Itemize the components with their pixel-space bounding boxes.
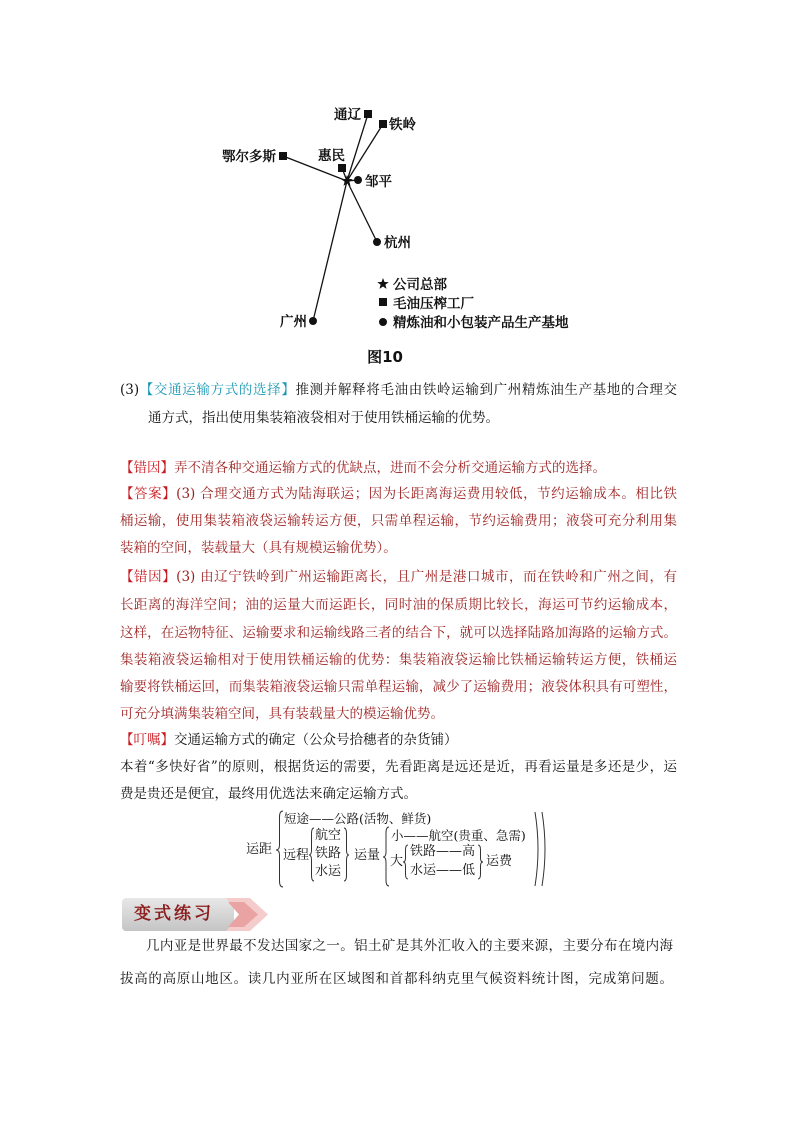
error-cause-2-text-5: 输要将铁桶运回，而集装箱液袋运输只需单程运输，减少了运输费用；液袋体积具有可塑性， — [120, 679, 677, 695]
node-label-tongliao: 通辽 — [334, 107, 361, 123]
error-cause-2-text-3: 这样，在运物特征、运输要求和运输线路三者的结合下，就可以选择陆路加海路的运输方式。 — [120, 625, 677, 641]
error-cause-2-text-6: 可充分填满集装箱空间，具有装载量大的模运输优势。 — [120, 706, 444, 722]
error-cause-1-text: 弄不清各种交通运输方式的优缺点，进而不会分析交通运输方式的选择。 — [174, 460, 606, 476]
large-volume-close-brace — [478, 845, 483, 879]
tieling-square-icon — [379, 120, 387, 128]
error-cause-2-text-1: (3) 由辽宁铁岭到广州运输距离长，且广州是港口城市，而在铁岭和广州之间，有 — [176, 569, 677, 585]
question-text-1: 推测并解释将毛油由铁岭运输到广州精炼油生产基地的合理交 — [295, 382, 678, 398]
node-label-eerduosi: 鄂尔多斯 — [222, 149, 276, 165]
closing-paren-outer — [542, 812, 545, 886]
route-line-tongliao — [347, 114, 368, 181]
banner-chevron-icon — [226, 898, 270, 931]
reminder-title: 交通运输方式的确定（公众号拾穗者的杂货铺） — [174, 732, 458, 748]
large-mode-rail: 铁路——高 — [410, 844, 476, 859]
practice-banner — [122, 898, 234, 931]
hangzhou-circle-icon — [373, 238, 381, 246]
answer-line-2 — [120, 511, 677, 531]
node-label-hangzhou: 杭州 — [384, 235, 411, 251]
long-distance-modes-close-brace — [344, 828, 349, 881]
reminder-text-2: 费是贵还是便宜，最终用优选法来确定运输方式。 — [120, 786, 417, 802]
reminder-line-1 — [120, 757, 677, 777]
error-cause-2-line-4 — [120, 650, 677, 670]
node-label-huimin: 惠民 — [318, 148, 345, 164]
answer-text-2: 桶运输，使用集装箱液袋运输转运方便，只需单程运输，节约运输费用；液袋可充分利用集 — [120, 513, 677, 529]
error-cause-1-label: 【错因】 — [120, 460, 174, 476]
answer-label: 【答案】 — [120, 486, 177, 502]
error-cause-2-line-1 — [120, 567, 677, 587]
long-mode-air: 航空 — [315, 828, 342, 843]
node-label-tieling: 铁岭 — [389, 117, 416, 133]
figure-10-network-diagram — [0, 0, 794, 370]
practice-text-1: 几内亚是世界最不发达国家之一。铝土矿是其外汇收入的主要来源，主要分布在境内海 — [146, 938, 673, 954]
headquarters-star-icon — [341, 175, 352, 186]
question-line-1 — [120, 380, 677, 400]
error-cause-2-line-3 — [120, 623, 677, 643]
question-line-2 — [148, 408, 499, 428]
legend-label-headquarters: 公司总部 — [393, 277, 447, 293]
large-volume-label: 大 — [390, 854, 404, 869]
error-cause-2-line-5 — [120, 677, 677, 697]
long-mode-water: 水运 — [315, 864, 342, 879]
practice-text-2: 拔高的高原山地区。读几内亚所在区域图和首都科纳克里气候资料统计图，完成第问题。 — [120, 971, 673, 987]
long-mode-rail: 铁路 — [315, 846, 342, 861]
guangzhou-circle-icon — [309, 317, 317, 325]
legend-label-refinery-base: 精炼油和小包装产品生产基地 — [393, 315, 569, 331]
large-volume-brace — [403, 845, 408, 879]
question-topic: 【交通运输方式的选择】 — [139, 382, 296, 398]
volume-label: 运量 — [354, 848, 381, 863]
legend-label-press-factory: 毛油压榨工厂 — [393, 296, 474, 312]
question-text-2: 通方式，指出使用集装箱液袋相对于使用铁桶运输的优势。 — [148, 410, 499, 426]
node-label-guangzhou: 广州 — [280, 314, 307, 330]
error-cause-2-label: 【错因】 — [120, 569, 177, 585]
answer-line-1 — [120, 484, 677, 504]
route-lines — [283, 114, 383, 321]
huimin-square-icon — [338, 164, 346, 172]
error-cause-2-text-2: 长距离的海洋空间；油的运量大而运距长，同时油的保质期比较长，海运可节约运输成本， — [120, 597, 677, 613]
reminder-label: 【叮嘱】 — [120, 732, 174, 748]
practice-line-1 — [146, 936, 673, 956]
long-distance-modes-brace — [309, 828, 314, 881]
node-label-zouping: 邹平 — [365, 174, 392, 190]
practice-banner-title: 变式练习 — [134, 904, 214, 924]
question-number: (3) — [120, 382, 140, 398]
eerduosi-square-icon — [279, 152, 287, 160]
reminder-text-1: 本着“多快好省”的原则，根据货运的需要，先看距离是远还是近，再看运量是多还是少，运 — [120, 759, 677, 775]
answer-text-3: 装箱的空间，装载量大（具有规模运输优势）。 — [120, 540, 397, 556]
legend-star-icon — [377, 278, 388, 289]
route-line-hangzhou — [347, 181, 377, 242]
tongliao-square-icon — [364, 110, 372, 118]
small-volume-rule: 小——航空(贵重、急需) — [391, 828, 526, 843]
large-mode-water: 水运——低 — [410, 863, 476, 878]
short-distance-rule: 短途——公路(活物、鲜货) — [284, 811, 432, 826]
route-line-tieling — [347, 124, 383, 181]
figure-caption: 图10 — [367, 348, 403, 366]
error-cause-2-line-2 — [120, 595, 677, 615]
practice-line-2 — [120, 969, 673, 989]
reminder-heading — [120, 730, 458, 750]
cost-label: 运费 — [486, 854, 513, 869]
zouping-circle-icon — [354, 176, 362, 184]
error-cause-1 — [120, 458, 606, 478]
legend-square-icon — [379, 298, 387, 306]
figure-legend — [377, 276, 569, 331]
answer-text-1: (3) 合理交通方式为陆海联运；因为长距离海运费用较低，节约运输成本。相比铁 — [176, 486, 677, 502]
error-cause-2-text-4: 集装箱液袋运输相对于使用铁桶运输的优势：集装箱液袋运输比铁桶运输转运方便，铁桶运 — [120, 652, 677, 668]
closing-paren-inner — [535, 812, 538, 886]
distance-label: 运距 — [246, 842, 273, 857]
answer-line-3 — [120, 538, 397, 558]
legend-circle-icon — [379, 318, 387, 326]
error-cause-2-line-6 — [120, 704, 444, 724]
distance-brace — [276, 811, 283, 887]
volume-brace — [383, 827, 389, 886]
long-distance-label: 远程 — [283, 848, 310, 863]
route-line-guangzhou — [313, 181, 347, 321]
